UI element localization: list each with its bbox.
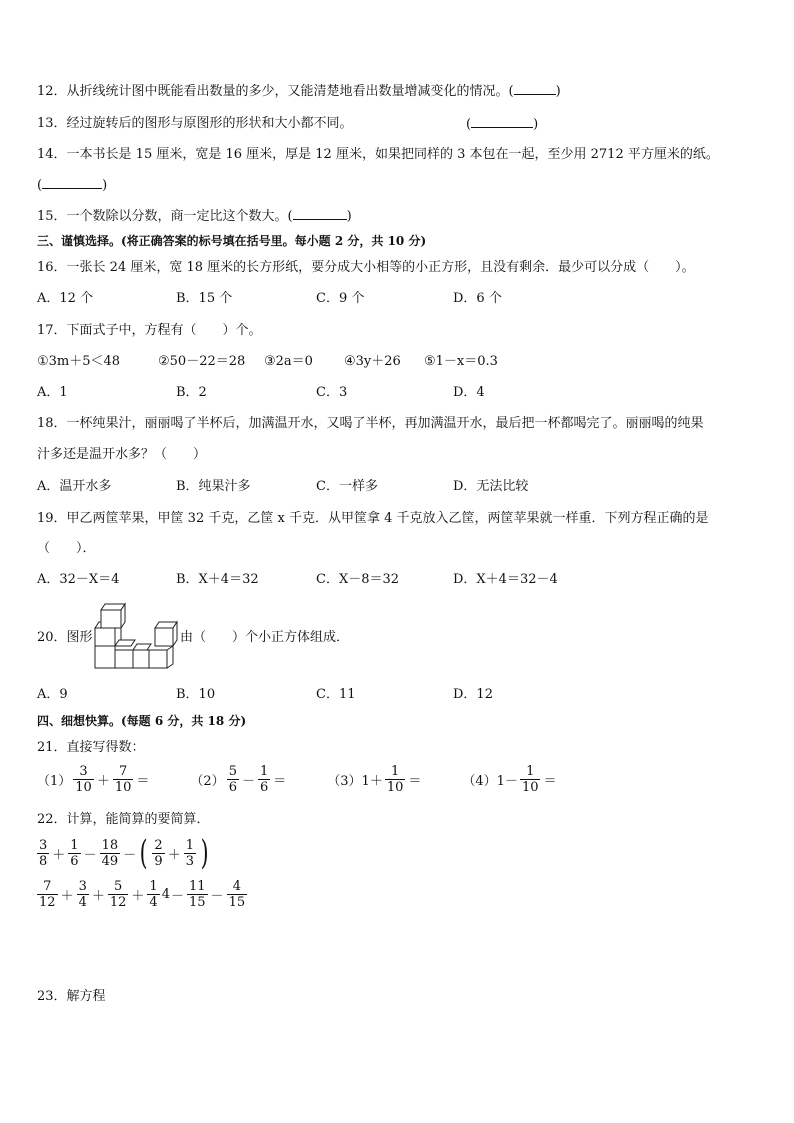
q19-option-c[interactable]: C．X－8＝32 — [316, 572, 400, 587]
q14-text: 14．一本书长是 15 厘米，宽是 16 厘米，厚是 12 厘米，如果把同样的 3 本包在一起，至少用 2712 平方厘米的纸。 — [37, 147, 719, 162]
q16-option-b[interactable]: B．15 个 — [176, 291, 233, 306]
q20-option-c[interactable]: C．11 — [316, 687, 356, 702]
fraction: $\frac{7}{12}$ — [39, 879, 56, 910]
fraction: $\frac{3}{8}$ — [39, 837, 48, 869]
fraction: $\frac{4}{15}$ — [228, 879, 246, 910]
question-13 — [37, 115, 353, 133]
q21-part-3-label: （3）1＋ — [327, 774, 383, 789]
cube-figure-image — [93, 602, 179, 672]
question-20-tail: 由（ ）个小正方体组成． — [180, 630, 350, 645]
q20-option-d[interactable]: D．12 — [453, 687, 493, 702]
fraction: $\frac{18}{49}$ — [101, 837, 119, 869]
question-18-line-2: 汁多还是温开水多？（ ） — [37, 447, 207, 462]
question-15: 15．一个数除以分数，商一定比这个数大。( ) — [37, 209, 352, 224]
question-21: 21．直接写得数： — [37, 740, 145, 755]
q17-item-3: ③2a＝0 — [264, 354, 313, 369]
question-22: 22．计算，能简算的要简算． — [37, 812, 210, 827]
mixed-whole: 4 — [161, 887, 170, 902]
q14-answer: ( ) — [37, 178, 108, 193]
q21-part-4-label: （4）1－ — [462, 774, 518, 789]
q16-option-a[interactable]: A．12 个 — [37, 291, 94, 306]
q19-option-b[interactable]: B．X＋4＝32 — [176, 572, 259, 587]
q14-answer-blank[interactable] — [42, 176, 102, 189]
q15-answer-blank[interactable] — [293, 207, 347, 220]
question-18-line-1: 18．一杯纯果汁，丽丽喝了半杯后，加满温开水，又喝了半杯，再加满温开水，最后把一杯都喝完了。丽丽喝的纯果 — [37, 416, 704, 431]
fraction: $\frac{1}{10}$ — [521, 764, 539, 795]
section-4-heading: 四、细想快算。(每题 6 分，共 18 分) — [37, 714, 247, 728]
q16-option-c[interactable]: C．9 个 — [316, 291, 365, 306]
question-23: 23．解方程 — [37, 989, 106, 1004]
q17-option-a[interactable]: A．1 — [37, 385, 68, 400]
q17-item-4: ④3y＋26 — [344, 354, 401, 369]
question-16: 16．一张长 24 厘米，宽 18 厘米的长方形纸，要分成大小相等的小正方形，且没有剩余．最少可以分成（ ）。 — [37, 260, 695, 275]
question-20-lead: 20．图形 — [37, 630, 93, 645]
fraction: $\frac{1}{10}$ — [386, 764, 404, 795]
q18-option-d[interactable]: D．无法比较 — [453, 479, 529, 494]
q21-expressions: （1） $\frac{3}{10}$ ＋ $\frac{7}{10}$ ＝ （2） $\frac{5}{6}$ － $\frac{1}{6}$ ＝ （3）1＋ $\frac{1}{10}$ ＝ （4）1－ $\frac{1}{10}$ ＝ — [37, 764, 557, 795]
question-14 — [37, 146, 719, 164]
q12-answer-blank[interactable] — [514, 82, 556, 95]
section-3-heading: 三、谨慎选择。(将正确答案的标号填在括号里。每小题 2 分，共 10 分) — [37, 234, 427, 248]
fraction: $\frac{1}{4}$ — [149, 879, 158, 910]
q22-expression-2: $\frac{7}{12}$ ＋ $\frac{3}{4}$ ＋ $\frac{5}{12}$ ＋ $\frac{1}{4}$ 4 － $\frac{11}{15}$ － $\frac{4}{15}$ — [39, 879, 246, 910]
q12-text: 12．从折线统计图中既能看出数量的多少，又能清楚地看出数量增减变化的情况。( — [37, 84, 514, 99]
q20-option-b[interactable]: B．10 — [176, 687, 216, 702]
q18-option-b[interactable]: B．纯果汁多 — [176, 479, 251, 494]
q22-expression-1: $\frac{3}{8}$ ＋ $\frac{1}{6}$ － $\frac{18}{49}$ － ( $\frac{2}{9}$ ＋ $\frac{1}{3}$ ) — [39, 833, 209, 873]
q21-part-1-label: （1） — [37, 774, 72, 789]
q13-answer-blank[interactable] — [471, 115, 533, 128]
fraction: $\frac{5}{12}$ — [109, 879, 127, 910]
q19-option-a[interactable]: A．32－X＝4 — [37, 572, 120, 587]
q18-option-a[interactable]: A．温开水多 — [37, 479, 112, 494]
q17-item-1: ①3m＋5＜48 — [37, 354, 121, 369]
q15-text: 15．一个数除以分数，商一定比这个数大。( — [37, 209, 293, 224]
q13-answer: ( ) — [466, 117, 539, 132]
q17-item-2: ②50－22＝28 — [158, 354, 246, 369]
q18-option-c[interactable]: C．一样多 — [316, 479, 378, 494]
fraction: $\frac{2}{9}$ — [154, 837, 163, 869]
fraction: $\frac{1}{6}$ — [70, 837, 79, 869]
fraction: $\frac{7}{10}$ — [114, 764, 132, 795]
q17-option-c[interactable]: C．3 — [316, 385, 348, 400]
fraction: $\frac{3}{10}$ — [75, 764, 92, 795]
left-paren: ( — [139, 833, 148, 873]
q17-option-d[interactable]: D．4 — [453, 385, 485, 400]
question-19-line-2: （ ）． — [37, 541, 96, 556]
q17-option-b[interactable]: B．2 — [176, 385, 207, 400]
q20-option-a[interactable]: A．9 — [37, 687, 68, 702]
q21-part-2-label: （2） — [190, 774, 225, 789]
fraction: $\frac{5}{6}$ — [228, 764, 237, 795]
fraction: $\frac{1}{3}$ — [185, 837, 194, 869]
question-17: 17．下面式子中，方程有（ ）个。 — [37, 323, 262, 338]
q17-item-5: ⑤1－x＝0.3 — [424, 354, 498, 369]
fraction: $\frac{3}{4}$ — [78, 879, 87, 910]
right-paren: ) — [200, 833, 209, 873]
q16-option-d[interactable]: D．6 个 — [453, 291, 502, 306]
q13-text: 13．经过旋转后的图形与原图形的形状和大小都不同。 — [37, 116, 353, 131]
question-19-line-1: 19．甲乙两筐苹果，甲筐 32 千克，乙筐 x 千克．从甲筐拿 4 千克放入乙筐，两筐苹果就一样重．下列方程正确的是 — [37, 511, 709, 526]
q19-option-d[interactable]: D．X＋4＝32－4 — [453, 572, 558, 587]
question-12: 12．从折线统计图中既能看出数量的多少，又能清楚地看出数量增减变化的情况。( ) — [37, 84, 561, 99]
fraction: $\frac{1}{6}$ — [259, 764, 269, 795]
fraction: $\frac{11}{15}$ — [189, 879, 206, 910]
